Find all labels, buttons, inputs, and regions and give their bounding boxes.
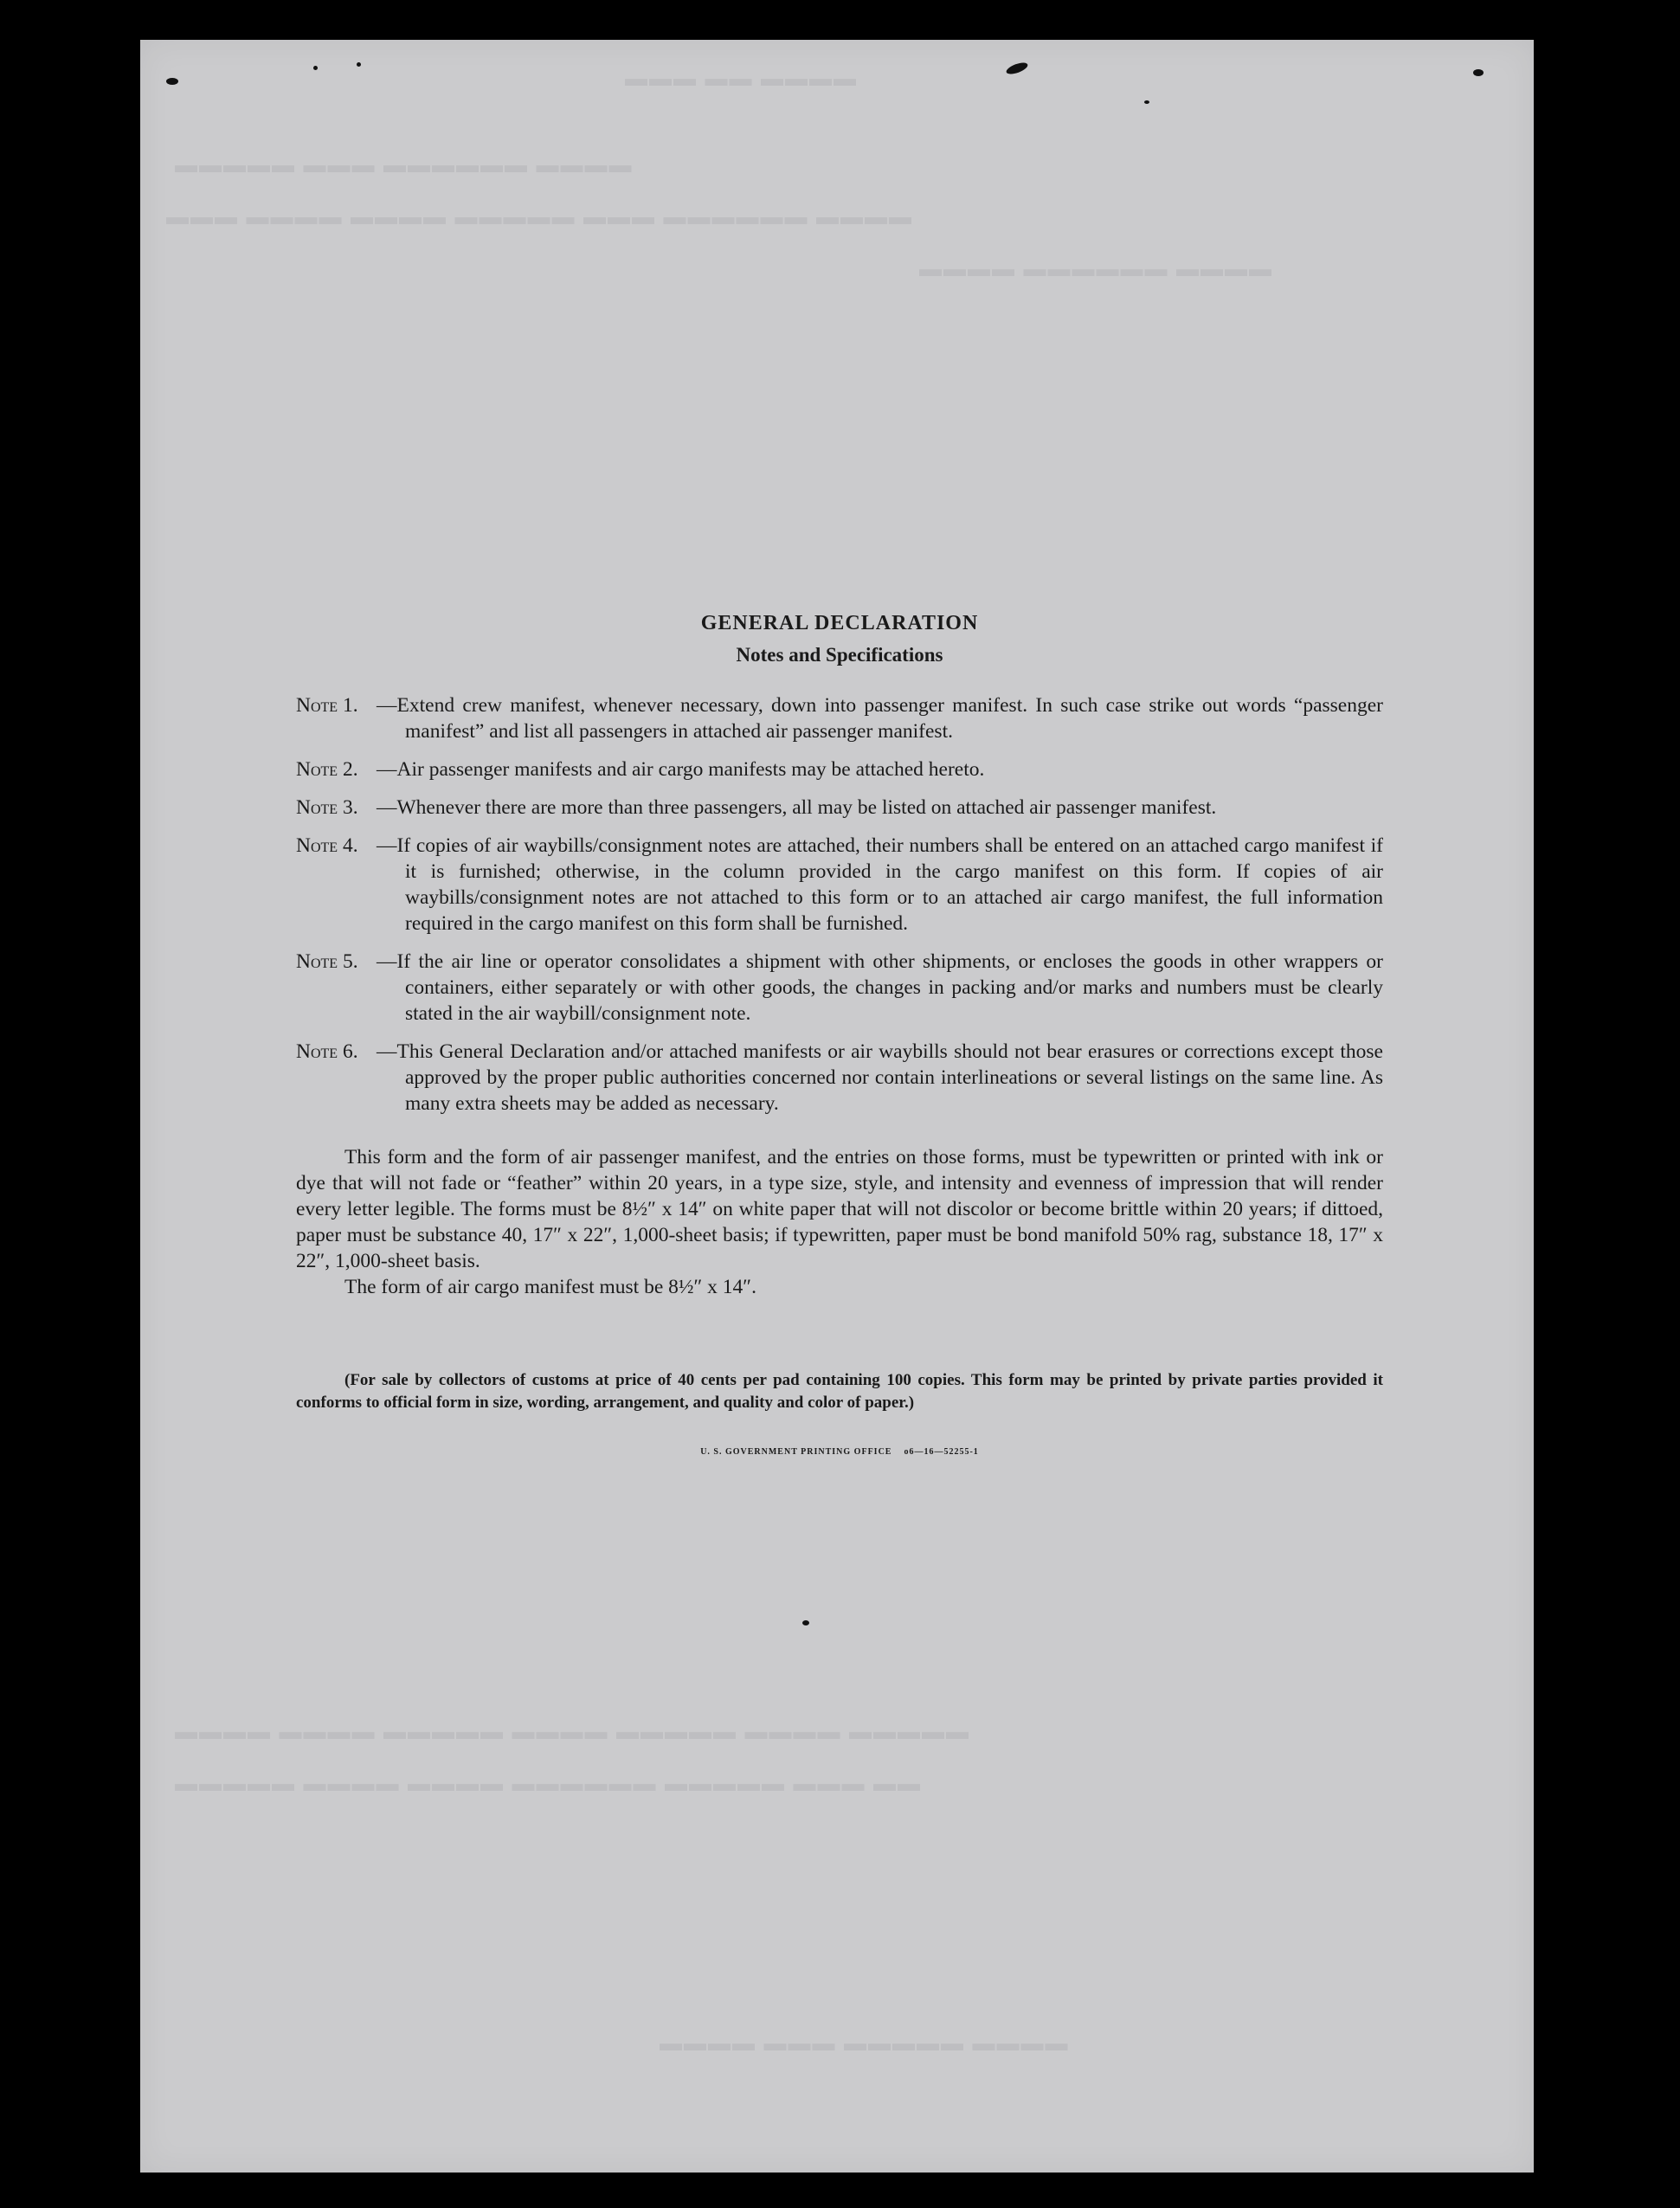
show-through-texture: ▬▬▬▬ ▬▬▬ ▬▬▬▬▬ ▬▬▬▬ [660, 2031, 1070, 2056]
show-through-texture: ▬▬▬▬ ▬▬▬▬ ▬▬▬▬▬ ▬▬▬▬ ▬▬▬▬▬ ▬▬▬▬ ▬▬▬▬▬ [175, 1719, 970, 1744]
note-text: —Air passenger manifests and air cargo manifests may be attached hereto. [377, 758, 985, 781]
dust-speck [1473, 69, 1484, 76]
declaration-notes [296, 609, 1383, 1457]
note-label: Note 2. [296, 758, 358, 781]
note-text: —If copies of air waybills/consignment notes are attached, their numbers shall be entered on an attached cargo manifest if it is furnished; otherwise, in the column provided in the cargo manifest on this form. If copies of air waybills/consignment notes are not attached to this form or to an attached air cargo manifest, the full information required in the cargo manifest on this form shall be furnished. [377, 834, 1383, 935]
document-page [140, 40, 1534, 2173]
note-6 [296, 1039, 1383, 1117]
document-subtitle: Notes and Specifications [736, 644, 943, 666]
dust-speck [166, 78, 178, 85]
note-2 [296, 756, 1383, 782]
note-label: Note 5. [296, 950, 358, 973]
dust-speck [313, 66, 318, 70]
document-title: GENERAL DECLARATION [700, 612, 979, 634]
note-text: —Whenever there are more than three passengers, all may be listed on attached air passenger manifest. [377, 796, 1217, 819]
note-4 [296, 833, 1383, 937]
show-through-texture: ▬▬▬▬▬ ▬▬▬ ▬▬▬▬▬▬ ▬▬▬▬ [175, 152, 634, 177]
note-label: Note 3. [296, 796, 358, 819]
note-text: —If the air line or operator consolidates a shipment with other shipments, or encloses the goods in other wrappers or containers, either separately or with other goods, the changes in packing and/or marks and numbers must be clearly stated in the air waybill/consignment note. [377, 950, 1383, 1025]
dust-speck [802, 1620, 809, 1625]
note-label: Note 6. [296, 1040, 358, 1063]
note-label: Note 4. [296, 834, 358, 857]
dust-speck [1005, 61, 1029, 76]
note-3 [296, 795, 1383, 821]
dust-speck [357, 62, 361, 67]
sale-notice: (For sale by collectors of customs at price of 40 cents per pad containing 100 copies. This form may be printed by private parties provided it conforms to official form in size, wording, arrangement, and quality and color of paper.) [296, 1371, 1383, 1412]
note-text: —Extend crew manifest, whenever necessary, down into passenger manifest. In such case strike out words “passenger manifest” and list all passengers in attached air passenger manifest. [377, 694, 1383, 743]
note-1 [296, 692, 1383, 744]
note-label: Note 1. [296, 694, 358, 717]
show-through-texture: ▬▬▬ ▬▬ ▬▬▬▬ [625, 66, 858, 91]
show-through-texture: ▬▬▬▬▬ ▬▬▬▬ ▬▬▬▬ ▬▬▬▬▬▬ ▬▬▬▬▬ ▬▬▬ ▬▬ [175, 1771, 922, 1796]
printer-line: U. S. GOVERNMENT PRINTING OFFICE o6—16—52255-1 [700, 1447, 979, 1457]
cargo-manifest-size-paragraph: The form of air cargo manifest must be 8½″ x 14″. [344, 1276, 756, 1298]
note-text: —This General Declaration and/or attached manifests or air waybills should not bear erasures or corrections except those approved by the proper public authorities concerned nor contain interlineations or several listings on the same line. As many extra sheets may be added as necessary. [377, 1040, 1383, 1115]
form-requirements-paragraph: This form and the form of air passenger manifest, and the entries on those forms, must be typewritten or printed with ink or dye that will not fade or “feather” within 20 years, in a type size, style, and intensity and evenness of impression that will render every letter legible. The forms must be 8½″ x 14″ on white paper that will not discolor or become brittle within 20 years; if dittoed, paper must be substance 40, 17″ x 22″, 1,000-sheet basis; if typewritten, paper must be bond manifold 50% rag, substance 18, 17″ x 22″, 1,000-sheet basis. [296, 1146, 1383, 1272]
note-5 [296, 949, 1383, 1027]
show-through-texture: ▬▬▬ ▬▬▬▬ ▬▬▬▬ ▬▬▬▬▬ ▬▬▬ ▬▬▬▬▬▬ ▬▬▬▬ [166, 204, 913, 229]
show-through-texture: ▬▬▬▬ ▬▬▬▬▬▬ ▬▬▬▬ [919, 256, 1273, 281]
dust-speck [1144, 100, 1149, 104]
